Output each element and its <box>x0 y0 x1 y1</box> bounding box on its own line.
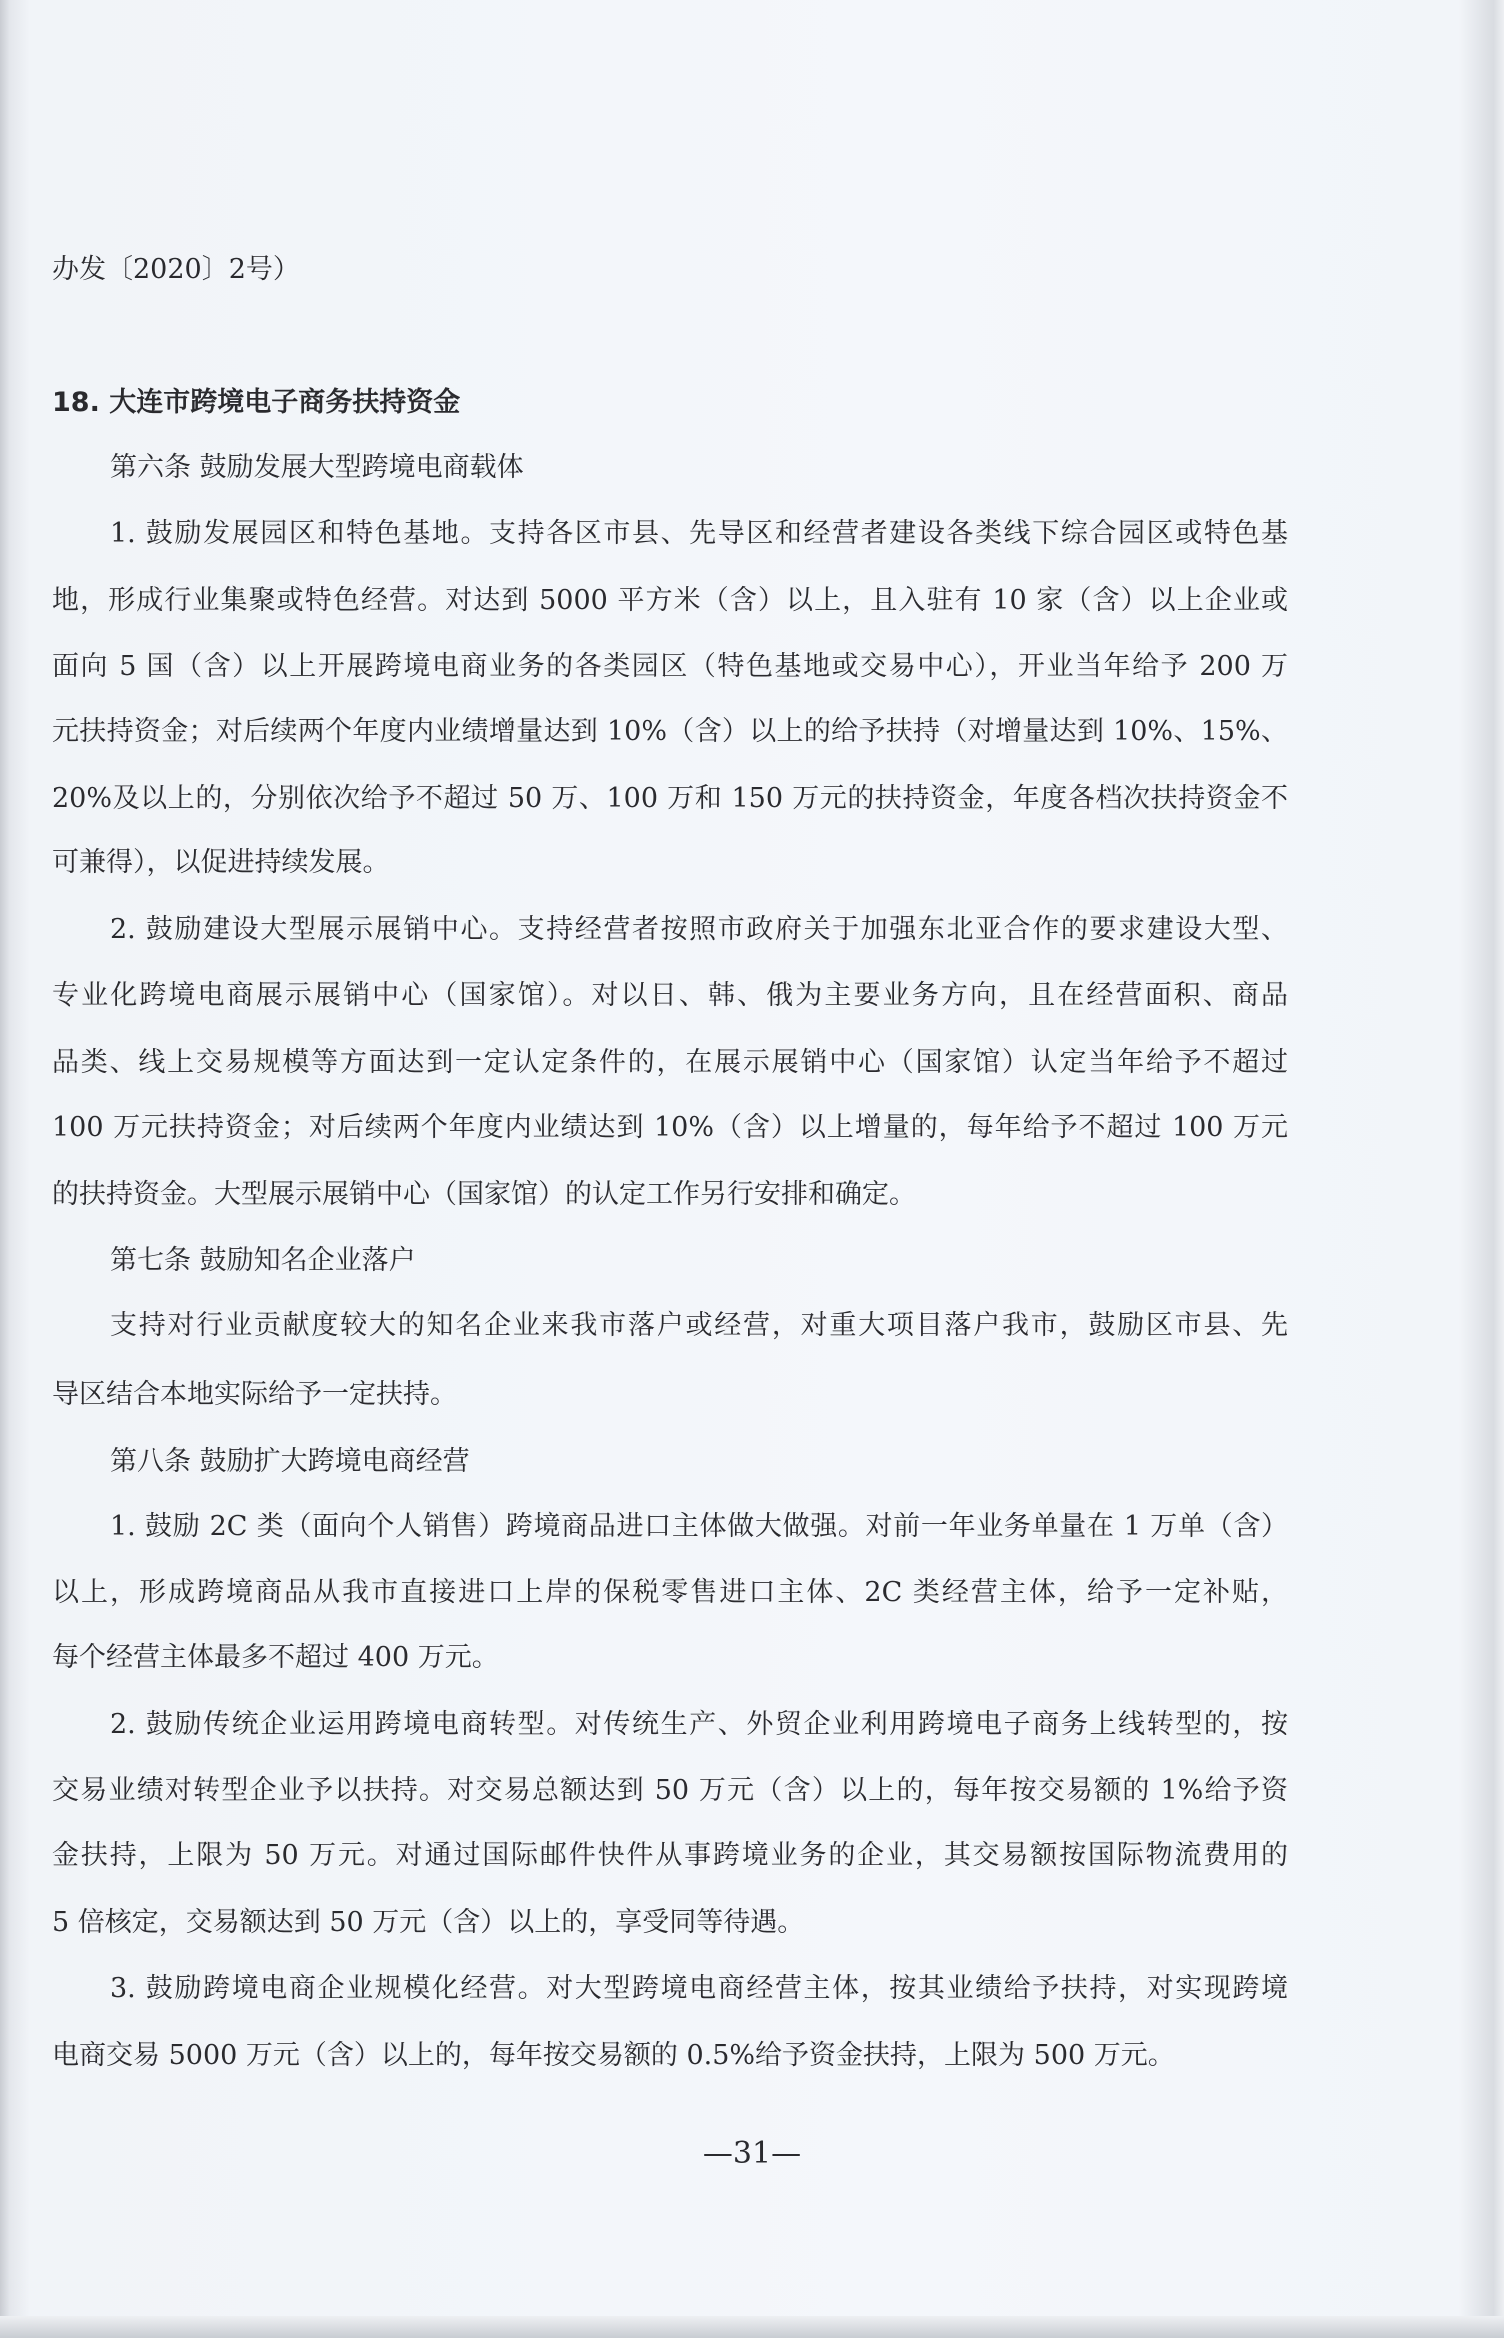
scan-edge <box>0 2316 1504 2338</box>
text-line: 金扶持，上限为 50 万元。对通过国际邮件快件从事跨境业务的企业，其交易额按国际物流费用的 <box>52 1840 1288 1871</box>
text-line: 可兼得），以促进持续发展。 <box>52 847 390 878</box>
text-line: 专业化跨境电商展示展销中心（国家馆）。对以日、韩、俄为主要业务方向，且在经营面积、商品 <box>52 980 1288 1011</box>
text-line: 5 倍核定，交易额达到 50 万元（含）以上的，享受同等待遇。 <box>52 1907 805 1938</box>
text-line: 面向 5 国（含）以上开展跨境电商业务的各类园区（特色基地或交易中心），开业当年给予 200 万 <box>52 651 1288 682</box>
text-line: 20%及以上的，分别依次给予不超过 50 万、100 万和 150 万元的扶持资金，年度各档次扶持资金不 <box>52 783 1288 814</box>
text-line: 1. 鼓励发展园区和特色基地。支持各区市县、先导区和经营者建设各类线下综合园区或特色基 <box>110 518 1288 549</box>
text-line: 2. 鼓励传统企业运用跨境电商转型。对传统生产、外贸企业利用跨境电子商务上线转型的，按 <box>110 1709 1288 1740</box>
article-heading: 第七条 鼓励知名企业落户 <box>110 1245 416 1276</box>
text-line: 每个经营主体最多不超过 400 万元。 <box>52 1642 499 1673</box>
text-line: 3. 鼓励跨境电商企业规模化经营。对大型跨境电商经营主体，按其业绩给予扶持，对实现跨境 <box>110 1973 1288 2004</box>
text-line: 电商交易 5000 万元（含）以上的，每年按交易额的 0.5%给予资金扶持，上限为 500 万元。 <box>52 2040 1175 2071</box>
text-line: 品类、线上交易规模等方面达到一定认定条件的，在展示展销中心（国家馆）认定当年给予不超过 <box>52 1047 1288 1078</box>
text-line: 的扶持资金。大型展示展销中心（国家馆）的认定工作另行安排和确定。 <box>52 1179 916 1210</box>
text-line: 元扶持资金；对后续两个年度内业绩增量达到 10%（含）以上的给予扶持（对增量达到 10%、15%、 <box>52 716 1288 747</box>
text-line: 导区结合本地实际给予一定扶持。 <box>52 1379 457 1410</box>
section-heading: 18. 大连市跨境电子商务扶持资金 <box>52 387 461 418</box>
text-line: 地，形成行业集聚或特色经营。对达到 5000 平方米（含）以上，且入驻有 10 家（含）以上企业或 <box>52 585 1288 616</box>
article-heading: 第八条 鼓励扩大跨境电商经营 <box>110 1446 470 1477</box>
text-line: 交易业绩对转型企业予以扶持。对交易总额达到 50 万元（含）以上的，每年按交易额的 1%给予资 <box>52 1775 1288 1806</box>
article-heading: 第六条 鼓励发展大型跨境电商载体 <box>110 452 524 483</box>
text-line: 以上，形成跨境商品从我市直接进口上岸的保税零售进口主体、2C 类经营主体，给予一定补贴， <box>52 1577 1288 1608</box>
text-line: 100 万元扶持资金；对后续两个年度内业绩达到 10%（含）以上增量的，每年给予不超过 100 万元 <box>52 1112 1288 1143</box>
text-line: 支持对行业贡献度较大的知名企业来我市落户或经营，对重大项目落户我市，鼓励区市县、先 <box>110 1310 1288 1341</box>
text-line: 2. 鼓励建设大型展示展销中心。支持经营者按照市政府关于加强东北亚合作的要求建设大型、 <box>110 914 1288 945</box>
page-number: —31— <box>702 2136 802 2171</box>
text-line: 办发〔2020〕2号） <box>52 254 300 285</box>
text-line: 1. 鼓励 2C 类（面向个人销售）跨境商品进口主体做大做强。对前一年业务单量在 1 万单（含） <box>110 1511 1288 1542</box>
